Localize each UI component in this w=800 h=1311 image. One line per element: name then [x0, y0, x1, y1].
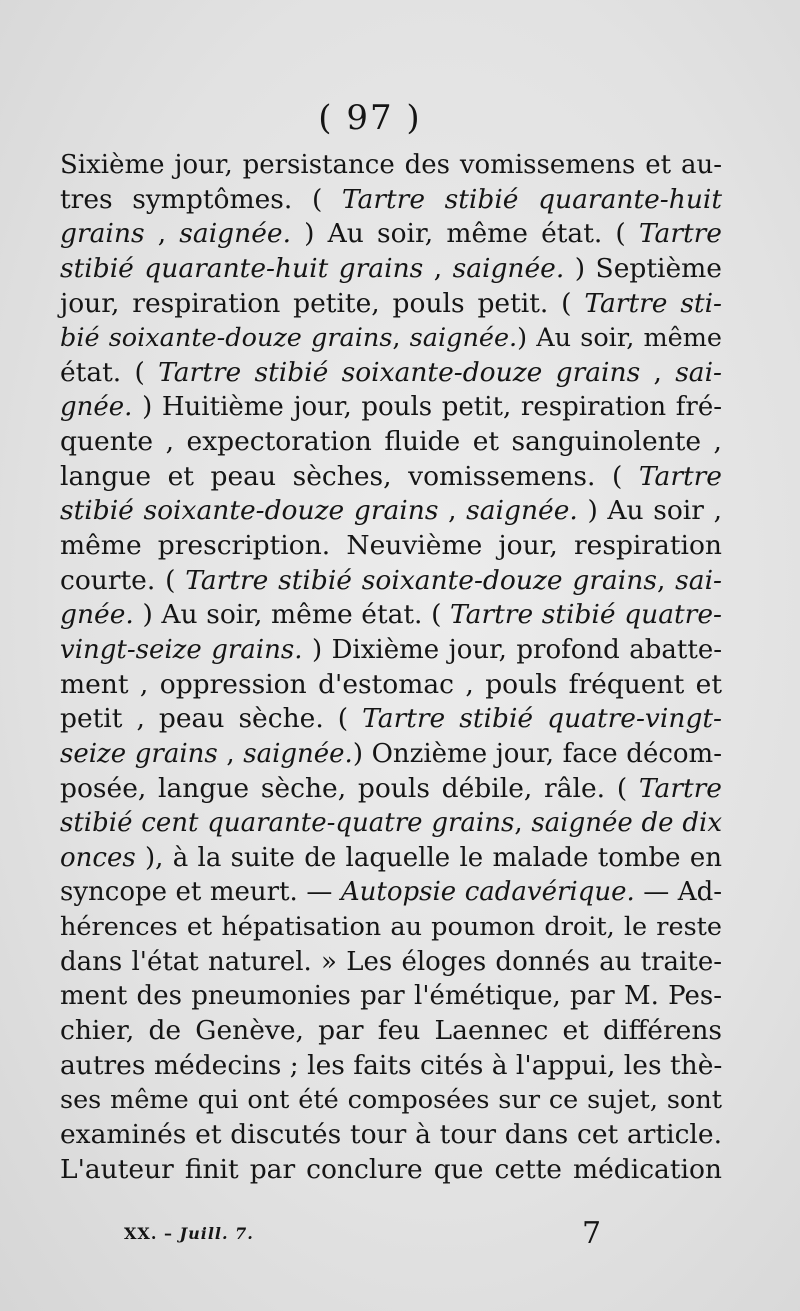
italic-segment: bié soixante-douze grains	[60, 323, 393, 354]
italic-segment: stibié cent quarante-quatre grains	[60, 808, 515, 839]
text-segment: ses même qui ont été composées sur ce sujet, sont	[60, 1085, 722, 1116]
text-line	[60, 1049, 722, 1084]
text-segment: petit , peau sèche. (	[60, 703, 363, 735]
italic-segment: saignée.	[452, 252, 565, 284]
signature-separator: –	[163, 1224, 180, 1243]
text-line	[60, 910, 722, 945]
text-segment: quente , expectoration fluide et sanguinolente ,	[60, 426, 722, 458]
text-line	[60, 252, 722, 287]
text-line	[60, 806, 722, 841]
italic-segment: gnée.	[60, 599, 134, 631]
text-line	[60, 702, 722, 737]
signature-volume: XX.	[124, 1224, 164, 1243]
text-line	[60, 529, 722, 564]
text-segment: ,	[423, 252, 453, 284]
italic-segment: sai-	[675, 564, 722, 596]
italic-segment: saignée de dix	[531, 808, 722, 839]
italic-segment: Tartre stibié quarante-huit	[341, 183, 723, 215]
text-segment: courte. (	[60, 564, 186, 596]
text-segment: Sixième jour, persistance des vomissemens et au-	[60, 150, 722, 180]
text-segment: L'auteur finit par conclure que cette médication	[60, 1153, 722, 1185]
text-line	[60, 183, 722, 218]
text-segment: dans l'état naturel. » Les éloges donnés au traite-	[60, 946, 722, 977]
text-line	[60, 321, 722, 356]
text-segment: ) Dixième jour, profond abatte-	[302, 634, 723, 665]
text-line	[60, 1118, 722, 1153]
italic-segment: Autopsie cadavérique.	[340, 877, 635, 908]
signature-month: Juill. 7.	[179, 1224, 254, 1243]
text-segment: ment des pneumonies par l'émétique, par M. Pes-	[60, 981, 722, 1012]
text-segment: examinés et discutés tour à tour dans cet article.	[60, 1118, 722, 1150]
text-line	[60, 460, 722, 495]
text-line	[60, 668, 722, 703]
italic-segment: sai-	[675, 356, 723, 388]
text-segment: ) Onzième jour, face décom-	[352, 738, 722, 769]
italic-segment: gnée.	[60, 392, 133, 423]
italic-segment: grains	[60, 218, 145, 250]
text-segment: — Ad-	[634, 877, 723, 908]
italic-segment: saignée.	[179, 218, 291, 250]
text-line	[60, 425, 722, 460]
text-line	[60, 737, 722, 772]
text-segment: ,	[217, 738, 244, 769]
italic-segment: Tartre stibié soixante-douze grains	[185, 564, 657, 596]
text-line	[60, 564, 722, 599]
text-line	[60, 633, 722, 668]
page-number: ( 97 )	[318, 98, 422, 138]
text-segment: ) Huitième jour, pouls petit, respiration fré-	[132, 392, 722, 423]
text-segment: ) Au soir, même état. (	[291, 218, 639, 250]
body-text	[60, 148, 722, 1187]
text-line	[60, 1014, 722, 1049]
italic-segment: Tartre stibié quatre-vingt-	[362, 703, 723, 735]
text-line	[60, 287, 722, 322]
text-segment: autres médecins ; les faits cités à l'appui, les thè-	[60, 1049, 723, 1081]
text-line	[60, 772, 722, 807]
italic-segment: Tartre	[638, 460, 722, 492]
text-line	[60, 598, 722, 633]
text-line	[60, 1083, 722, 1118]
text-segment: tres symptômes. (	[60, 183, 342, 215]
text-line	[60, 945, 722, 980]
italic-segment: Tartre sti-	[584, 287, 723, 319]
text-segment: ,	[392, 323, 410, 354]
text-segment: ), à la suite de laquelle le malade tombe en	[135, 842, 722, 873]
italic-segment: stibié soixante-douze grains	[60, 495, 439, 527]
printer-signature	[124, 1224, 254, 1243]
text-segment: ,	[514, 808, 532, 839]
text-segment: état. (	[60, 356, 159, 388]
text-segment: ,	[640, 356, 676, 388]
text-line	[60, 841, 722, 876]
text-line	[60, 494, 722, 529]
text-segment: syncope et meurt. —	[60, 877, 341, 908]
text-segment: posée, langue sèche, pouls débile, râle. (	[60, 772, 639, 804]
text-segment: hérences et hépatisation au poumon droit, le reste	[60, 912, 722, 943]
text-line	[60, 217, 722, 252]
text-line	[60, 875, 722, 910]
text-line	[60, 356, 722, 391]
italic-segment: saignée.	[466, 495, 578, 527]
text-segment: langue et peau sèches, vomissemens. (	[60, 460, 639, 492]
italic-segment: seize grains	[60, 738, 218, 769]
text-segment: chier, de Genève, par feu Laennec et différens	[60, 1015, 722, 1047]
text-segment: ,	[144, 218, 180, 250]
text-segment: ) Au soir, même état. (	[133, 599, 451, 631]
text-segment: ) Septième	[564, 252, 722, 284]
text-segment: ment , oppression d'estomac , pouls fréquent et	[60, 668, 722, 700]
text-line	[60, 979, 722, 1014]
text-segment: ,	[656, 564, 676, 596]
text-segment: ) Au soir ,	[577, 495, 722, 527]
gathering-mark: 7	[582, 1216, 602, 1251]
text-segment: ) Au soir, même	[517, 323, 722, 354]
italic-segment: Tartre	[638, 772, 722, 804]
italic-segment: saignée.	[409, 323, 518, 354]
text-segment: ,	[438, 495, 467, 527]
italic-segment: stibié quarante-huit grains	[60, 252, 424, 284]
italic-segment: Tartre stibié soixante-douze grains	[158, 356, 641, 388]
italic-segment: Tartre stibié quatre-	[450, 599, 722, 631]
text-segment: jour, respiration petite, pouls petit. (	[60, 287, 585, 319]
text-line	[60, 148, 722, 183]
text-segment: même prescription. Neuvième jour, respiration	[60, 530, 722, 562]
italic-segment: onces	[60, 842, 136, 873]
italic-segment: saignée.	[243, 738, 353, 769]
text-line	[60, 390, 722, 425]
italic-segment: vingt-seize grains.	[60, 634, 303, 665]
text-line	[60, 1153, 722, 1188]
italic-segment: Tartre	[638, 218, 722, 250]
